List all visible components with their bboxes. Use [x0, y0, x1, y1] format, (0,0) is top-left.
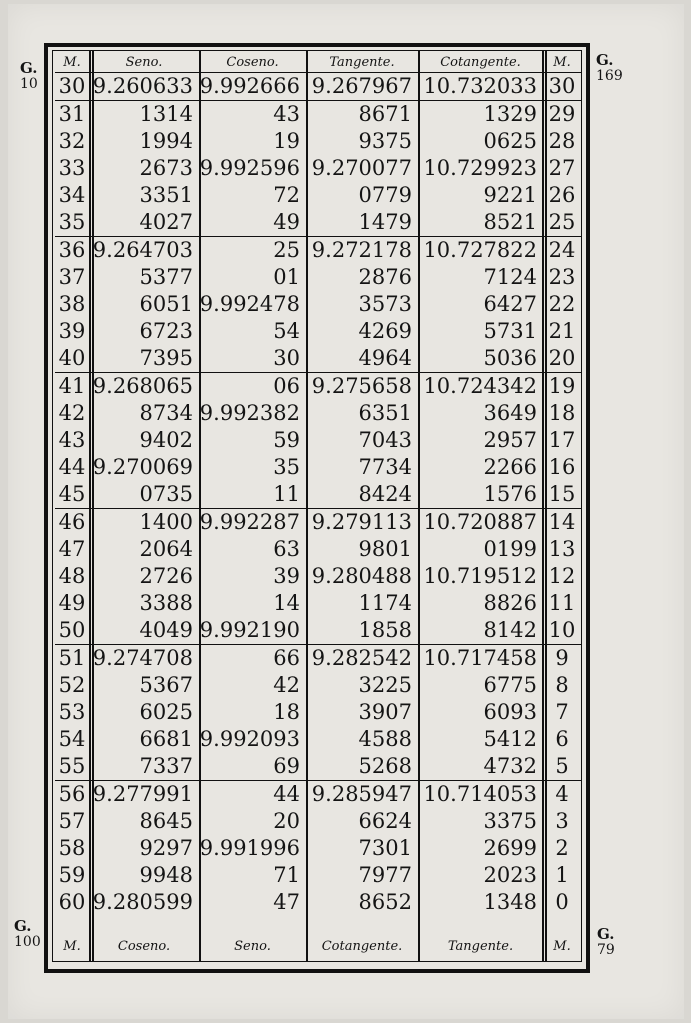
cell-cotangente: 3649 [483, 401, 537, 425]
table-header [55, 52, 581, 72]
table-row [55, 345, 581, 372]
cell-cotangente: 10.714053 [423, 782, 537, 806]
table-row [55, 808, 581, 835]
cell-tangente: 7043 [358, 428, 412, 452]
bottom-left-degree-label: G. [14, 917, 32, 935]
cell-seno: 3351 [139, 183, 193, 207]
cell-seno: 9.277991 [92, 782, 193, 806]
cell-coseno: 43 [273, 102, 300, 126]
cell-cotangente: 5036 [483, 346, 537, 370]
cell-cotangente: 6775 [483, 673, 537, 697]
table-row [55, 753, 581, 780]
table-row [55, 155, 581, 182]
table-footer [55, 936, 581, 956]
cell-tangente: 9.275658 [311, 374, 412, 398]
cell-minute-right: 6 [555, 727, 569, 751]
cell-minute-right: 24 [548, 238, 576, 262]
cell-seno: 7337 [139, 754, 193, 778]
cell-tangente: 7977 [358, 863, 412, 887]
cell-coseno: 69 [273, 754, 300, 778]
cell-tangente: 8424 [358, 482, 412, 506]
cell-coseno: 71 [273, 863, 300, 887]
table-row [55, 645, 581, 672]
cell-tangente: 2876 [358, 265, 412, 289]
cell-coseno: 35 [273, 455, 300, 479]
cell-minute-right: 27 [548, 156, 576, 180]
cell-coseno: 9.992596 [199, 156, 300, 180]
cell-cotangente: 6427 [483, 292, 537, 316]
table-row [55, 264, 581, 291]
cell-cotangente: 8521 [483, 210, 537, 234]
table-body [55, 72, 581, 916]
cell-minute-left: 51 [58, 646, 86, 670]
cell-cotangente: 10.732033 [423, 74, 537, 98]
cell-seno: 1994 [139, 129, 193, 153]
top-right-degree-label: G. [596, 51, 614, 69]
cell-seno: 2726 [139, 564, 193, 588]
cell-minute-left: 36 [58, 238, 86, 262]
cell-tangente: 9.285947 [311, 782, 412, 806]
cell-minute-right: 23 [548, 265, 576, 289]
cell-minute-left: 53 [58, 700, 86, 724]
row-group [55, 372, 581, 508]
cell-seno: 9.280599 [92, 890, 193, 914]
cell-seno: 9297 [139, 836, 193, 860]
cell-cotangente: 10.717458 [423, 646, 537, 670]
cell-minute-left: 60 [58, 890, 86, 914]
cell-tangente: 9375 [358, 129, 412, 153]
cell-coseno: 9.992666 [199, 74, 300, 98]
cell-coseno: 9.992382 [199, 401, 300, 425]
row-group [55, 508, 581, 644]
cell-minute-right: 0 [555, 890, 569, 914]
trig-table [55, 52, 581, 916]
cell-coseno: 72 [273, 183, 300, 207]
cell-minute-left: 45 [58, 482, 86, 506]
cell-seno: 9.264703 [92, 238, 193, 262]
cell-minute-left: 40 [58, 346, 86, 370]
footer-seno: Seno. [234, 938, 271, 954]
cell-seno: 6025 [139, 700, 193, 724]
cell-coseno: 14 [273, 591, 300, 615]
cell-tangente: 1174 [358, 591, 412, 615]
table-row [55, 726, 581, 753]
cell-minute-right: 14 [548, 510, 576, 534]
cell-coseno: 25 [273, 238, 300, 262]
table-row [55, 318, 581, 345]
cell-seno: 1314 [139, 102, 193, 126]
cell-coseno: 11 [273, 482, 300, 506]
cell-minute-left: 48 [58, 564, 86, 588]
cell-tangente: 8671 [358, 102, 412, 126]
cell-seno: 7395 [139, 346, 193, 370]
cell-coseno: 9.992478 [199, 292, 300, 316]
cell-minute-right: 11 [548, 591, 576, 615]
cell-coseno: 9.991996 [199, 836, 300, 860]
table-row [55, 509, 581, 536]
cell-minute-left: 35 [58, 210, 86, 234]
cell-seno: 8645 [139, 809, 193, 833]
cell-minute-right: 7 [555, 700, 569, 724]
cell-minute-left: 49 [58, 591, 86, 615]
row-group [55, 644, 581, 780]
cell-minute-left: 31 [58, 102, 86, 126]
cell-tangente: 9.282542 [311, 646, 412, 670]
bottom-right-degree-value: 79 [597, 942, 615, 958]
cell-minute-left: 59 [58, 863, 86, 887]
cell-cotangente: 10.729923 [423, 156, 537, 180]
table-row [55, 536, 581, 563]
footer-minutes-right: M. [553, 938, 571, 954]
cell-minute-right: 8 [555, 673, 569, 697]
bottom-right-degree [597, 926, 615, 958]
cell-minute-right: 4 [555, 782, 569, 806]
cell-minute-left: 41 [58, 374, 86, 398]
cell-cotangente: 10.720887 [423, 510, 537, 534]
cell-tangente: 6624 [358, 809, 412, 833]
cell-tangente: 3907 [358, 700, 412, 724]
cell-cotangente: 8142 [483, 618, 537, 642]
cell-minute-right: 30 [548, 74, 576, 98]
table-row [55, 781, 581, 808]
cell-coseno: 18 [273, 700, 300, 724]
bottom-left-degree [14, 918, 41, 950]
cell-seno: 9402 [139, 428, 193, 452]
cell-minute-right: 12 [548, 564, 576, 588]
cell-cotangente: 5412 [483, 727, 537, 751]
table-row [55, 862, 581, 889]
table-row [55, 672, 581, 699]
cell-minute-right: 9 [555, 646, 569, 670]
cell-minute-left: 38 [58, 292, 86, 316]
footer-coseno: Coseno. [117, 938, 171, 954]
cell-tangente: 4269 [358, 319, 412, 343]
cell-tangente: 9.279113 [311, 510, 412, 534]
top-left-degree-label: G. [20, 59, 38, 77]
cell-seno: 9948 [139, 863, 193, 887]
table-row [55, 563, 581, 590]
cell-cotangente: 10.719512 [423, 564, 537, 588]
cell-tangente: 9.267967 [311, 74, 412, 98]
cell-coseno: 54 [273, 319, 300, 343]
cell-seno: 4027 [139, 210, 193, 234]
cell-cotangente: 7124 [483, 265, 537, 289]
cell-coseno: 63 [273, 537, 300, 561]
footer-tangente: Tangente. [447, 938, 514, 954]
header-minutes-right: M. [553, 54, 571, 70]
cell-tangente: 7734 [358, 455, 412, 479]
cell-cotangente: 1329 [483, 102, 537, 126]
cell-seno: 9.268065 [92, 374, 193, 398]
cell-cotangente: 5731 [483, 319, 537, 343]
cell-seno: 9.260633 [92, 74, 193, 98]
cell-cotangente: 10.727822 [423, 238, 537, 262]
cell-minute-right: 16 [548, 455, 576, 479]
header-tangente: Tangente. [329, 54, 395, 70]
cell-coseno: 9.992093 [199, 727, 300, 751]
top-left-degree-value: 10 [20, 76, 38, 92]
table-row [55, 590, 581, 617]
cell-seno: 9.274708 [92, 646, 193, 670]
cell-minute-right: 28 [548, 129, 576, 153]
cell-cotangente: 2266 [483, 455, 537, 479]
cell-minute-left: 44 [58, 455, 86, 479]
header-seno: Seno. [125, 54, 163, 70]
cell-minute-left: 54 [58, 727, 86, 751]
cell-minute-left: 32 [58, 129, 86, 153]
cell-minute-left: 30 [58, 74, 86, 98]
cell-minute-right: 2 [555, 836, 569, 860]
cell-coseno: 42 [273, 673, 300, 697]
table-row [55, 427, 581, 454]
cell-minute-right: 25 [548, 210, 576, 234]
cell-coseno: 44 [273, 782, 300, 806]
cell-minute-right: 13 [548, 537, 576, 561]
cell-tangente: 9801 [358, 537, 412, 561]
cell-seno: 8734 [139, 401, 193, 425]
cell-minute-right: 15 [548, 482, 576, 506]
cell-coseno: 20 [273, 809, 300, 833]
cell-coseno: 39 [273, 564, 300, 588]
cell-tangente: 0779 [358, 183, 412, 207]
cell-minute-right: 10 [548, 618, 576, 642]
cell-cotangente: 8826 [483, 591, 537, 615]
cell-coseno: 01 [273, 265, 300, 289]
cell-seno: 6723 [139, 319, 193, 343]
header-coseno: Coseno. [226, 54, 279, 70]
header-cotangente: Cotangente. [440, 54, 521, 70]
cell-minute-left: 33 [58, 156, 86, 180]
cell-seno: 1400 [139, 510, 193, 534]
cell-tangente: 9.280488 [311, 564, 412, 588]
cell-tangente: 9.272178 [311, 238, 412, 262]
cell-cotangente: 4732 [483, 754, 537, 778]
cell-seno: 9.270069 [92, 455, 193, 479]
cell-cotangente: 2023 [483, 863, 537, 887]
cell-seno: 5377 [139, 265, 193, 289]
cell-minute-right: 21 [548, 319, 576, 343]
table-row [55, 481, 581, 508]
table-row [55, 373, 581, 400]
cell-cotangente: 0199 [483, 537, 537, 561]
cell-coseno: 30 [273, 346, 300, 370]
cell-cotangente: 9221 [483, 183, 537, 207]
row-group [55, 780, 581, 916]
table-row [55, 237, 581, 264]
row-group [55, 72, 581, 100]
cell-coseno: 9.992287 [199, 510, 300, 534]
cell-tangente: 5268 [358, 754, 412, 778]
cell-coseno: 66 [273, 646, 300, 670]
cell-tangente: 3225 [358, 673, 412, 697]
cell-tangente: 3573 [358, 292, 412, 316]
cell-cotangente: 2957 [483, 428, 537, 452]
table-row [55, 73, 581, 100]
cell-minute-left: 56 [58, 782, 86, 806]
header-minutes-left: M. [63, 54, 81, 70]
cell-seno: 5367 [139, 673, 193, 697]
cell-minute-left: 43 [58, 428, 86, 452]
cell-minute-left: 37 [58, 265, 86, 289]
bottom-right-degree-label: G. [597, 925, 615, 943]
cell-minute-left: 47 [58, 537, 86, 561]
cell-cotangente: 3375 [483, 809, 537, 833]
cell-seno: 2673 [139, 156, 193, 180]
cell-cotangente: 1576 [483, 482, 537, 506]
table-row [55, 209, 581, 236]
cell-cotangente: 6093 [483, 700, 537, 724]
cell-tangente: 1858 [358, 618, 412, 642]
cell-coseno: 9.992190 [199, 618, 300, 642]
cell-seno: 4049 [139, 618, 193, 642]
cell-seno: 2064 [139, 537, 193, 561]
row-group [55, 100, 581, 236]
table-row [55, 454, 581, 481]
bottom-left-degree-value: 100 [14, 934, 41, 950]
cell-tangente: 4588 [358, 727, 412, 751]
row-group [55, 236, 581, 372]
cell-minute-left: 34 [58, 183, 86, 207]
cell-tangente: 7301 [358, 836, 412, 860]
cell-minute-left: 58 [58, 836, 86, 860]
cell-minute-left: 52 [58, 673, 86, 697]
cell-seno: 6051 [139, 292, 193, 316]
table-row [55, 291, 581, 318]
cell-cotangente: 1348 [483, 890, 537, 914]
cell-minute-left: 46 [58, 510, 86, 534]
cell-minute-right: 29 [548, 102, 576, 126]
table-row [55, 101, 581, 128]
cell-coseno: 49 [273, 210, 300, 234]
table-row [55, 617, 581, 644]
cell-tangente: 4964 [358, 346, 412, 370]
cell-seno: 6681 [139, 727, 193, 751]
cell-seno: 0735 [139, 482, 193, 506]
cell-minute-left: 50 [58, 618, 86, 642]
table-row [55, 182, 581, 209]
cell-tangente: 1479 [358, 210, 412, 234]
cell-minute-right: 26 [548, 183, 576, 207]
top-left-degree [20, 60, 38, 92]
cell-cotangente: 2699 [483, 836, 537, 860]
cell-minute-right: 18 [548, 401, 576, 425]
footer-minutes-left: M. [63, 938, 81, 954]
cell-tangente: 6351 [358, 401, 412, 425]
cell-minute-right: 20 [548, 346, 576, 370]
cell-minute-right: 5 [555, 754, 569, 778]
cell-minute-right: 1 [555, 863, 569, 887]
cell-minute-left: 57 [58, 809, 86, 833]
cell-minute-right: 17 [548, 428, 576, 452]
footer-cotangente: Cotangente. [321, 938, 403, 954]
cell-tangente: 9.270077 [311, 156, 412, 180]
cell-minute-left: 39 [58, 319, 86, 343]
table-row [55, 889, 581, 916]
cell-coseno: 06 [273, 374, 300, 398]
cell-coseno: 47 [273, 890, 300, 914]
cell-cotangente: 0625 [483, 129, 537, 153]
table-row [55, 835, 581, 862]
table-row [55, 699, 581, 726]
cell-minute-right: 3 [555, 809, 569, 833]
cell-coseno: 59 [273, 428, 300, 452]
cell-coseno: 19 [273, 129, 300, 153]
table-row [55, 400, 581, 427]
top-right-degree-value: 169 [596, 68, 623, 84]
cell-cotangente: 10.724342 [423, 374, 537, 398]
table-row [55, 128, 581, 155]
top-right-degree [596, 52, 623, 84]
cell-minute-right: 19 [548, 374, 576, 398]
cell-minute-left: 42 [58, 401, 86, 425]
cell-minute-right: 22 [548, 292, 576, 316]
cell-tangente: 8652 [358, 890, 412, 914]
cell-minute-left: 55 [58, 754, 86, 778]
cell-seno: 3388 [139, 591, 193, 615]
